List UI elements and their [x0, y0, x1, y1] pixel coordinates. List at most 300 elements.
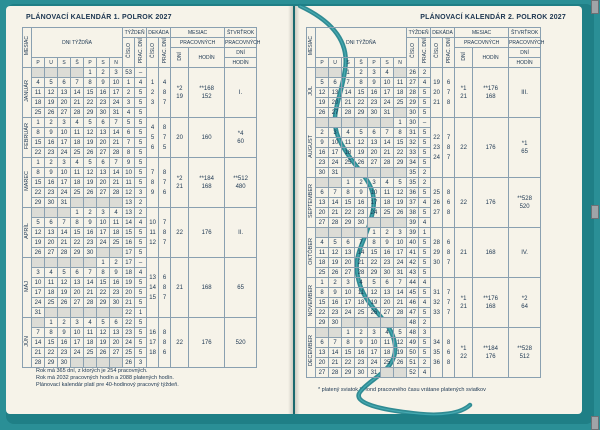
day-cell: 13 [97, 168, 110, 178]
right-month-hours-5: **184 176 [473, 328, 509, 378]
week-number: 31 [407, 128, 419, 138]
week-number: 44 [407, 278, 419, 288]
day-cell: 14 [71, 88, 84, 98]
day-cell [97, 308, 110, 318]
day-cell: 13 [342, 248, 355, 258]
day-cell: 31 [329, 168, 342, 178]
day-cell: 11 [32, 88, 45, 98]
day-cell: 17 [58, 178, 71, 188]
day-cell [381, 218, 394, 228]
right-header-month-totals: MESIAC [455, 28, 509, 38]
day-cell [45, 308, 58, 318]
day-cell: 1 [342, 178, 355, 188]
right-decade-days-3: 6 8 7 [443, 228, 455, 278]
left-row-0-0 [23, 68, 257, 78]
day-cell: 11 [381, 338, 394, 348]
left-month-name-0 [23, 68, 32, 118]
day-cell: 8 [71, 218, 84, 228]
week-number: 26 [407, 68, 419, 78]
day-cell: 2 [381, 228, 394, 238]
day-cell: 29 [342, 368, 355, 378]
day-cell: 22 [316, 308, 329, 318]
day-cell: 21 [329, 358, 342, 368]
week-workdays: 5 [135, 348, 147, 358]
day-cell: 19 [97, 338, 110, 348]
day-cell: 2 [84, 208, 97, 218]
day-cell: 3 [32, 268, 45, 278]
day-cell: 6 [329, 78, 342, 88]
day-cell: 10 [329, 138, 342, 148]
day-cell: 19 [394, 198, 407, 208]
day-cell: 8 [32, 168, 45, 178]
day-cell: 2 [316, 128, 329, 138]
day-cell: 20 [71, 288, 84, 298]
right-month-hours-4: **176 168 [473, 278, 509, 328]
day-cell: 28 [329, 368, 342, 378]
right-month-days-3: 21 [455, 228, 473, 278]
left-header-weekdays: DNI TÝŽDŇA [32, 28, 123, 58]
day-cell: 28 [84, 298, 97, 308]
day-cell [110, 358, 123, 368]
left-month-label-5: JÚN [24, 335, 30, 347]
week-workdays: 5 [419, 138, 431, 148]
day-cell: 29 [355, 108, 368, 118]
right-month-name-5 [307, 328, 316, 378]
left-header-cislo [123, 38, 135, 68]
left-header-day-0: P [32, 58, 45, 68]
left-decade-days-1: 8 7 5 [159, 118, 171, 158]
day-cell: 14 [110, 128, 123, 138]
day-cell: 2 [45, 158, 58, 168]
day-cell: 27 [45, 248, 58, 258]
day-cell: 12 [32, 228, 45, 238]
day-cell: 22 [355, 98, 368, 108]
day-cell: 22 [84, 98, 97, 108]
day-cell [394, 68, 407, 78]
left-month-label-3: APRÍL [24, 223, 30, 239]
day-cell: 16 [329, 298, 342, 308]
day-cell: 3 [394, 228, 407, 238]
day-cell: 17 [32, 288, 45, 298]
day-cell [84, 308, 97, 318]
day-cell: 20 [342, 258, 355, 268]
week-workdays: 5 [135, 318, 147, 328]
right-header-q-days: DNÍ [509, 48, 541, 58]
week-workdays: – [419, 118, 431, 128]
day-cell: 14 [84, 278, 97, 288]
right-header-q-hours: HODÍN [509, 58, 541, 68]
day-cell: 20 [381, 298, 394, 308]
day-cell: 29 [71, 248, 84, 258]
left-header-day-2: S [58, 58, 71, 68]
week-workdays: 4 [419, 368, 431, 378]
week-number: 18 [123, 268, 135, 278]
week-workdays: 5 [419, 208, 431, 218]
day-cell: 17 [342, 298, 355, 308]
week-number: 35 [407, 168, 419, 178]
left-header-week: TÝŽDEŇ [124, 29, 145, 36]
day-cell: 18 [71, 138, 84, 148]
day-cell [394, 318, 407, 328]
day-cell: 26 [45, 108, 58, 118]
day-cell: 29 [316, 318, 329, 328]
week-workdays: 2 [135, 208, 147, 218]
day-cell: 24 [342, 308, 355, 318]
left-page-title: PLÁNOVACÍ KALENDÁR 1. POLROK 2027 [26, 14, 172, 21]
day-cell: 7 [355, 238, 368, 248]
day-cell: 7 [32, 328, 45, 338]
day-cell: 7 [110, 118, 123, 128]
left-month-days-5: 22 [171, 318, 189, 368]
day-cell: 27 [97, 188, 110, 198]
right-header-prac2 [443, 38, 455, 68]
week-number: 1 [123, 78, 135, 88]
day-cell: 18 [342, 148, 355, 158]
day-cell: 23 [45, 188, 58, 198]
day-cell: 22 [97, 288, 110, 298]
left-header-day-6: N [110, 58, 123, 68]
week-number: 30 [407, 118, 419, 128]
day-cell: 20 [97, 138, 110, 148]
day-cell: 16 [45, 178, 58, 188]
day-cell: 30 [110, 298, 123, 308]
day-cell: 7 [84, 268, 97, 278]
day-cell [32, 68, 45, 78]
week-number: 5 [123, 118, 135, 128]
week-workdays: 5 [419, 308, 431, 318]
day-cell: 15 [45, 338, 58, 348]
day-cell: 16 [368, 88, 381, 98]
day-cell: 2 [97, 68, 110, 78]
left-quarter-3: II. [225, 208, 257, 258]
week-number: 39 [407, 218, 419, 228]
day-cell: 26 [84, 148, 97, 158]
day-cell: 21 [84, 288, 97, 298]
day-cell: 6 [71, 268, 84, 278]
day-cell: 8 [316, 288, 329, 298]
week-number: 16 [123, 238, 135, 248]
day-cell: 4 [381, 328, 394, 338]
day-cell: 25 [110, 238, 123, 248]
right-header-q-working: PRACOVNÝCH [509, 39, 545, 46]
day-cell [45, 68, 58, 78]
week-number: 22 [123, 308, 135, 318]
day-cell: 5 [84, 118, 97, 128]
right-decade-days-4: 7 7 7 [443, 278, 455, 328]
left-header-prac [135, 38, 147, 68]
footer-line-3: Plánovací kalendár platí pre 40-hodinový pracovný týždeň. [36, 382, 179, 388]
book-gutter [288, 6, 300, 414]
left-decade-4: 13 14 15 [147, 258, 159, 318]
right-header-quarter: ŠTVRŤROK [509, 28, 541, 38]
day-cell: 14 [394, 288, 407, 298]
week-workdays: 5 [419, 288, 431, 298]
day-cell: 2 [45, 118, 58, 128]
week-workdays: 4 [419, 218, 431, 228]
day-cell: 3 [329, 128, 342, 138]
day-cell: 28 [355, 268, 368, 278]
right-month-days-5: *1 22 [455, 328, 473, 378]
left-month-name-2 [23, 158, 32, 208]
right-decade-2: 25 26 27 [431, 178, 443, 228]
week-number: 21 [123, 298, 135, 308]
day-cell: 10 [58, 168, 71, 178]
day-cell: 16 [84, 228, 97, 238]
day-cell: 26 [368, 308, 381, 318]
day-cell: 3 [97, 208, 110, 218]
day-cell [355, 318, 368, 328]
day-cell: 20 [329, 98, 342, 108]
right-quarter-3: IV. [509, 228, 541, 278]
day-cell: 8 [368, 238, 381, 248]
right-header-cislo-label: ČÍSLO [409, 43, 416, 59]
left-footer-notes [36, 368, 286, 389]
day-cell: 25 [342, 158, 355, 168]
left-header-working: PRACOVNÝCH [171, 38, 225, 48]
day-cell: 27 [58, 108, 71, 118]
day-cell: 29 [32, 198, 45, 208]
day-cell: 18 [110, 228, 123, 238]
day-cell: 13 [58, 88, 71, 98]
week-number: 39 [407, 228, 419, 238]
day-cell: 23 [84, 238, 97, 248]
day-cell: 12 [45, 88, 58, 98]
day-cell: 13 [71, 278, 84, 288]
right-header-days-label: DNÍ [460, 51, 467, 61]
day-cell: 9 [45, 128, 58, 138]
day-cell: 23 [58, 348, 71, 358]
left-header-month-label: MESIAC [24, 36, 30, 56]
day-cell [368, 118, 381, 128]
week-number: 43 [407, 268, 419, 278]
day-cell: 11 [355, 288, 368, 298]
week-number: 6 [123, 128, 135, 138]
day-cell: 27 [316, 218, 329, 228]
day-cell [45, 258, 58, 268]
day-cell: 24 [329, 158, 342, 168]
day-cell: 27 [316, 368, 329, 378]
week-number: 19 [123, 278, 135, 288]
day-cell: 8 [84, 78, 97, 88]
day-cell: 8 [45, 328, 58, 338]
day-cell [329, 118, 342, 128]
day-cell: 25 [84, 348, 97, 358]
left-row-5-0 [23, 318, 257, 328]
left-decade-1: 4 5 6 [147, 118, 159, 158]
day-cell [329, 328, 342, 338]
day-cell: 26 [329, 268, 342, 278]
day-cell: 21 [110, 138, 123, 148]
left-month-days-4: 21 [171, 258, 189, 318]
day-cell [355, 168, 368, 178]
day-cell: 24 [58, 148, 71, 158]
day-cell: 25 [71, 148, 84, 158]
left-header-prac2-label: PRAC. DNÍ [161, 38, 168, 64]
right-header-day-6: N [394, 58, 407, 68]
week-workdays: 5 [419, 238, 431, 248]
day-cell: 26 [84, 188, 97, 198]
day-cell: 8 [394, 128, 407, 138]
day-cell: 5 [329, 238, 342, 248]
day-cell [394, 368, 407, 378]
week-number: 13 [123, 208, 135, 218]
day-cell: 7 [110, 158, 123, 168]
left-month-name-4 [23, 258, 32, 318]
day-cell: 26 [394, 358, 407, 368]
week-number: 48 [407, 318, 419, 328]
day-cell [58, 208, 71, 218]
week-workdays: 5 [135, 118, 147, 128]
day-cell: 7 [342, 78, 355, 88]
week-number: 34 [407, 158, 419, 168]
day-cell: 20 [97, 178, 110, 188]
day-cell: 26 [355, 158, 368, 168]
week-number: 50 [407, 348, 419, 358]
week-workdays: 4 [135, 268, 147, 278]
day-cell [110, 248, 123, 258]
day-cell: 21 [110, 178, 123, 188]
day-cell: 6 [342, 238, 355, 248]
day-cell [71, 358, 84, 368]
day-cell: 16 [110, 278, 123, 288]
day-cell: 22 [71, 238, 84, 248]
left-header-hours: HODÍN [189, 48, 225, 68]
day-cell: 17 [58, 138, 71, 148]
day-cell: 3 [110, 68, 123, 78]
day-cell [342, 168, 355, 178]
day-cell [381, 168, 394, 178]
week-workdays: 4 [419, 298, 431, 308]
day-cell: 25 [71, 188, 84, 198]
left-header-day-1: U [45, 58, 58, 68]
day-cell: 31 [110, 108, 123, 118]
day-cell: 8 [355, 78, 368, 88]
day-cell: 2 [355, 68, 368, 78]
week-workdays: 5 [135, 158, 147, 168]
left-header-day-5: S [97, 58, 110, 68]
week-number: 38 [407, 208, 419, 218]
week-number: 20 [123, 288, 135, 298]
day-cell: 10 [381, 78, 394, 88]
day-cell [342, 228, 355, 238]
week-number: 24 [123, 338, 135, 348]
day-cell: 19 [394, 348, 407, 358]
day-cell: 30 [84, 248, 97, 258]
day-cell: 5 [368, 278, 381, 288]
left-month-hours-1: 160 [189, 118, 225, 158]
day-cell: 16 [355, 198, 368, 208]
day-cell: 15 [316, 298, 329, 308]
day-cell: 17 [71, 338, 84, 348]
day-cell: 18 [71, 178, 84, 188]
right-header-month-label: MESIAC [308, 36, 314, 56]
day-cell: 19 [355, 148, 368, 158]
week-number: 52 [407, 368, 419, 378]
day-cell [368, 318, 381, 328]
day-cell: 27 [97, 148, 110, 158]
right-quarter-2: **528 520 [509, 178, 541, 228]
day-cell: 17 [394, 248, 407, 258]
day-cell: 12 [394, 338, 407, 348]
week-workdays: 5 [135, 168, 147, 178]
day-cell: 8 [97, 268, 110, 278]
day-cell: 18 [381, 198, 394, 208]
week-number: 53 [123, 68, 135, 78]
day-cell [329, 178, 342, 188]
week-workdays: 5 [419, 128, 431, 138]
day-cell: 6 [316, 188, 329, 198]
day-cell [71, 258, 84, 268]
right-month-label-2: SEPTEMBER [308, 184, 314, 218]
week-workdays: 5 [135, 288, 147, 298]
day-cell: 15 [368, 248, 381, 258]
week-number: 32 [407, 138, 419, 148]
right-quarter-5: **528 512 [509, 328, 541, 378]
week-number: 42 [407, 258, 419, 268]
right-month-hours-1: 176 [473, 118, 509, 178]
day-cell: 15 [84, 88, 97, 98]
right-month-label-3: OKTÓBER [308, 237, 314, 265]
day-cell: 25 [316, 268, 329, 278]
left-decade-0: 1 2 3 [147, 68, 159, 118]
left-header-decade: DEKÁDA [148, 29, 169, 36]
right-header-day-5: S [381, 58, 394, 68]
day-cell: 4 [32, 78, 45, 88]
day-cell: 11 [71, 168, 84, 178]
week-workdays: 4 [419, 198, 431, 208]
week-number: 36 [407, 188, 419, 198]
week-workdays: 5 [135, 238, 147, 248]
day-cell: 26 [58, 298, 71, 308]
left-header-month-totals: MESIAC [171, 28, 225, 38]
day-cell: 6 [381, 278, 394, 288]
week-number: 3 [123, 98, 135, 108]
day-cell: 25 [355, 308, 368, 318]
right-footer-notes: * platený sviatok ** fond pracovného času vrátane platených sviatkov [318, 387, 486, 393]
day-cell: 16 [45, 138, 58, 148]
day-cell [394, 168, 407, 178]
day-cell: 28 [342, 108, 355, 118]
right-header-hours: HODÍN [473, 48, 509, 68]
day-cell: 24 [394, 258, 407, 268]
day-cell: 7 [58, 218, 71, 228]
day-cell: 10 [342, 288, 355, 298]
day-cell: 7 [381, 128, 394, 138]
right-month-days-4: *1 21 [455, 278, 473, 328]
day-cell: 20 [316, 208, 329, 218]
day-cell: 30 [45, 198, 58, 208]
day-cell [381, 318, 394, 328]
day-cell: 29 [368, 268, 381, 278]
week-workdays: 5 [419, 348, 431, 358]
day-cell: 24 [97, 238, 110, 248]
day-cell: 27 [329, 108, 342, 118]
week-workdays: 5 [135, 248, 147, 258]
week-workdays: 5 [135, 178, 147, 188]
day-cell [394, 108, 407, 118]
day-cell: 15 [342, 198, 355, 208]
day-cell: 17 [97, 228, 110, 238]
day-cell: 4 [381, 68, 394, 78]
day-cell: 9 [316, 138, 329, 148]
day-cell: 6 [368, 128, 381, 138]
week-number: 13 [123, 198, 135, 208]
week-workdays: – [135, 258, 147, 268]
day-cell: 8 [342, 338, 355, 348]
day-cell: 24 [381, 98, 394, 108]
day-cell: 24 [58, 188, 71, 198]
day-cell: 11 [316, 248, 329, 258]
